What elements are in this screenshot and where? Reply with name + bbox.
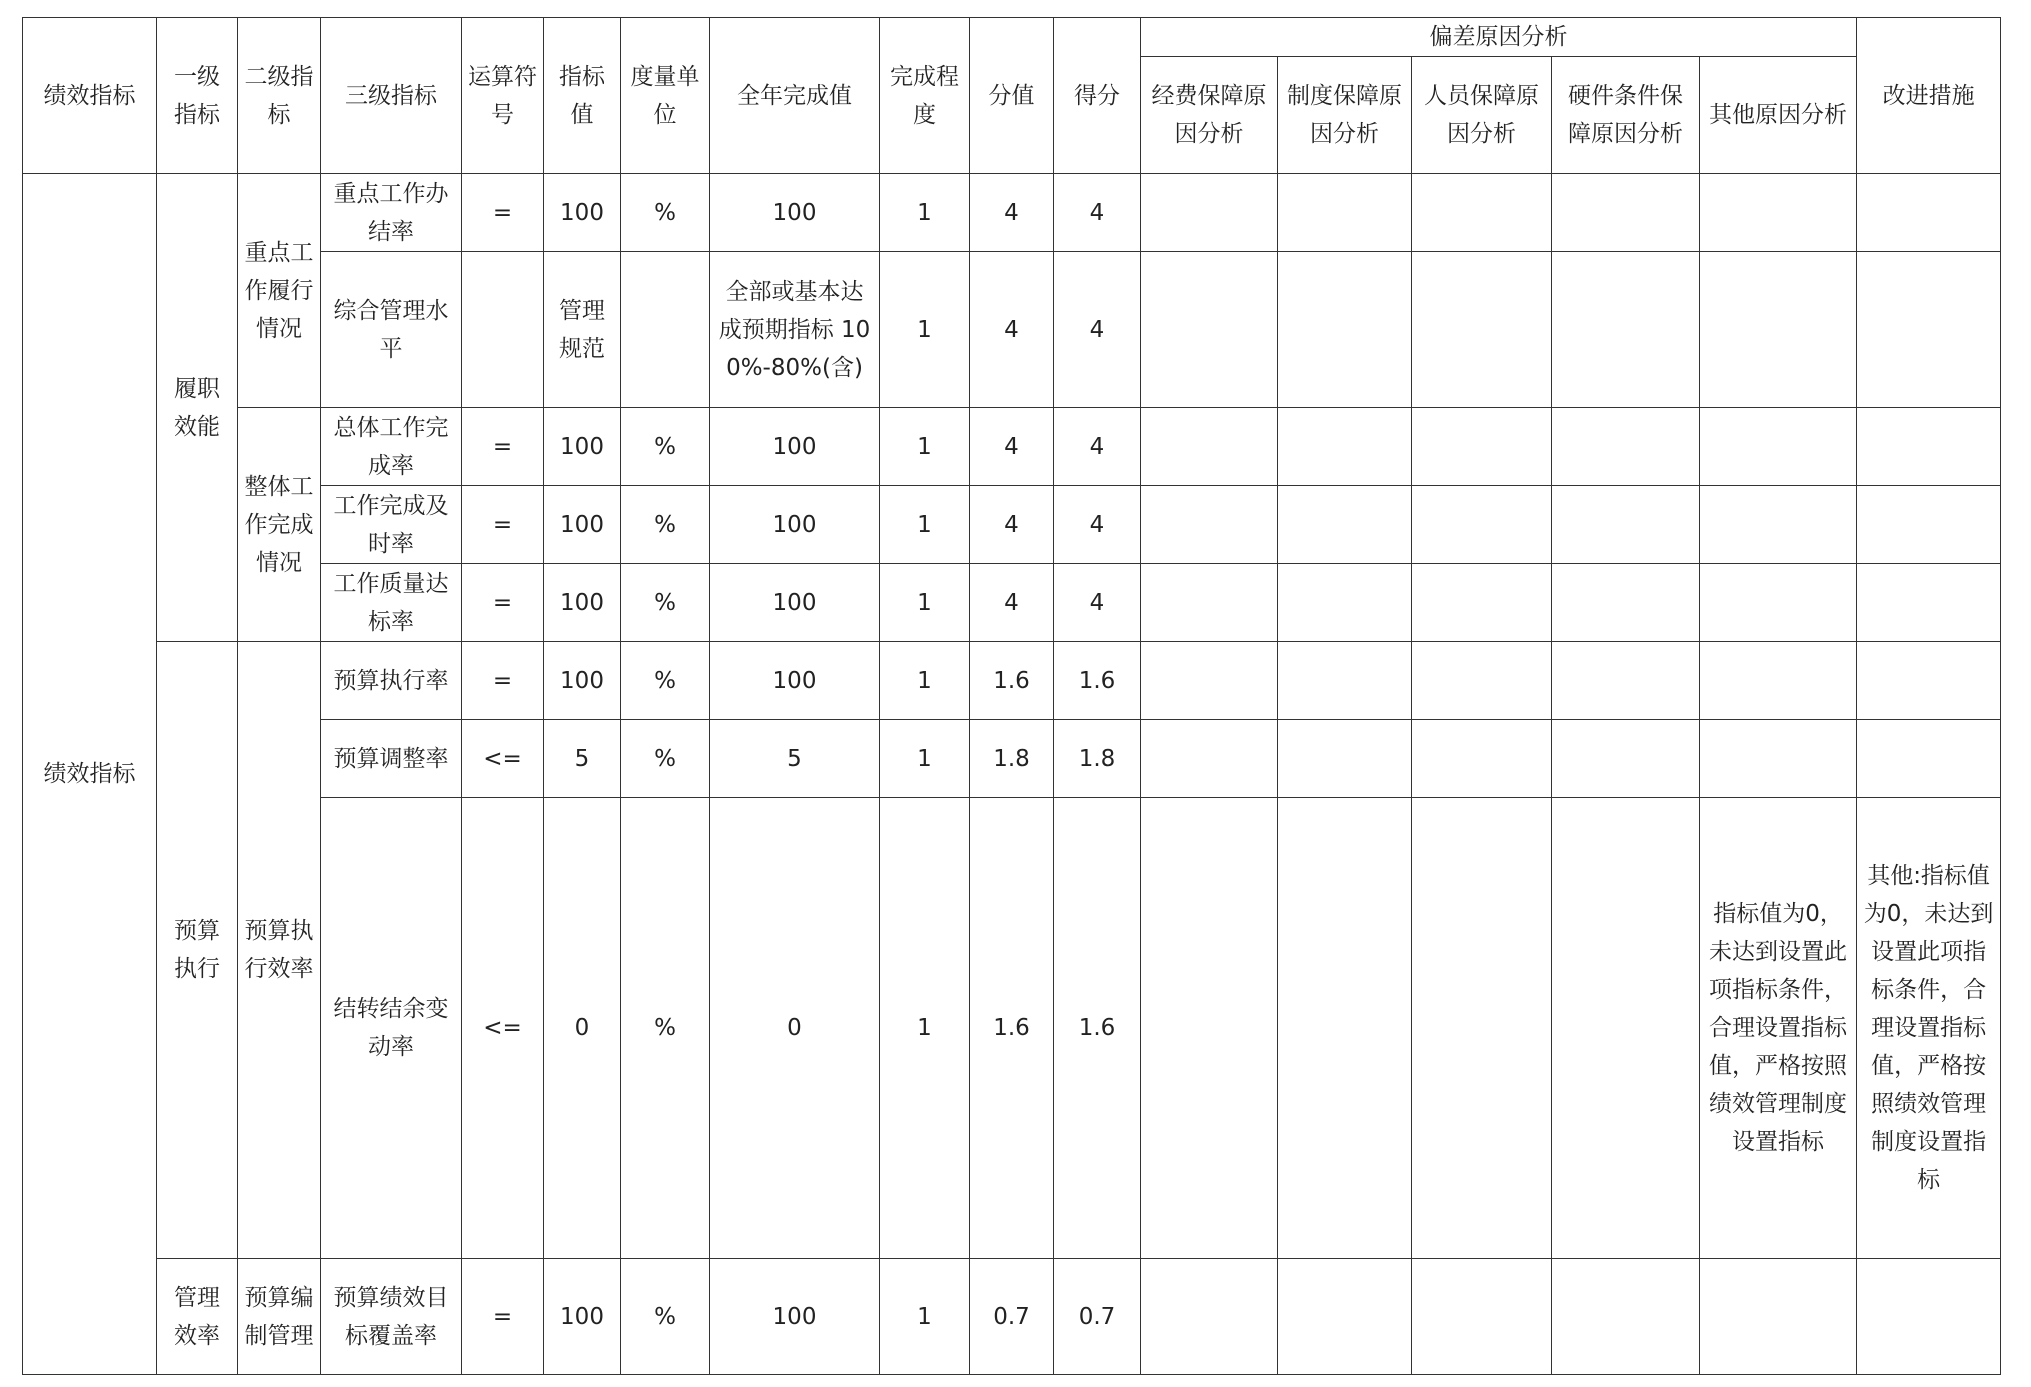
- operator-cell: =: [462, 564, 544, 642]
- unit-cell: %: [621, 720, 710, 798]
- perf-indicator-cell: 绩效指标: [23, 174, 157, 1375]
- value-cell: 100: [544, 408, 621, 486]
- unit-cell: %: [621, 798, 710, 1259]
- score-cell: 1.8: [970, 720, 1054, 798]
- dev-personnel-cell: [1412, 252, 1552, 408]
- header-level2: 二级指标: [238, 18, 321, 174]
- dev-system-cell: [1278, 798, 1412, 1259]
- value-cell: 5: [544, 720, 621, 798]
- unit-cell: [621, 252, 710, 408]
- dev-system-cell: [1278, 564, 1412, 642]
- score-cell: 0.7: [970, 1259, 1054, 1375]
- score-cell: 1.6: [970, 642, 1054, 720]
- unit-cell: %: [621, 1259, 710, 1375]
- unit-cell: %: [621, 174, 710, 252]
- header-score-obtained: 得分: [1054, 18, 1141, 174]
- header-dev-system: 制度保障原因分析: [1278, 57, 1412, 174]
- table-row: [23, 408, 2001, 486]
- got-cell: 1.6: [1054, 642, 1141, 720]
- dev-personnel-cell: [1412, 642, 1552, 720]
- level3-cell: 预算调整率: [321, 720, 462, 798]
- dev-hardware-cell: [1552, 174, 1700, 252]
- got-cell: 1.6: [1054, 798, 1141, 1259]
- completion-cell: 1: [880, 486, 970, 564]
- header-dev-hardware: 硬件条件保障原因分析: [1552, 57, 1700, 174]
- improve-cell: 其他:指标值为0，未达到设置此项指标条件，合理设置指标值，严格按照绩效管理制度设置指标: [1857, 798, 2001, 1259]
- header-dev-other: 其他原因分析: [1700, 57, 1857, 174]
- level3-cell: 工作质量达标率: [321, 564, 462, 642]
- level2-cell: 预算执行效率: [238, 642, 321, 1259]
- level3-cell: 重点工作办结率: [321, 174, 462, 252]
- dev-other-cell: [1700, 564, 1857, 642]
- operator-cell: =: [462, 1259, 544, 1375]
- level3-cell: 工作完成及时率: [321, 486, 462, 564]
- dev-system-cell: [1278, 408, 1412, 486]
- improve-cell: [1857, 408, 2001, 486]
- dev-hardware-cell: [1552, 408, 1700, 486]
- dev-funding-cell: [1141, 408, 1278, 486]
- score-cell: 4: [970, 486, 1054, 564]
- dev-personnel-cell: [1412, 564, 1552, 642]
- dev-funding-cell: [1141, 1259, 1278, 1375]
- got-cell: 4: [1054, 564, 1141, 642]
- header-unit: 度量单位: [621, 18, 710, 174]
- dev-system-cell: [1278, 1259, 1412, 1375]
- dev-system-cell: [1278, 642, 1412, 720]
- level3-cell: 预算绩效目标覆盖率: [321, 1259, 462, 1375]
- improve-cell: [1857, 564, 2001, 642]
- annual-cell: 0: [710, 798, 880, 1259]
- dev-other-cell: [1700, 1259, 1857, 1375]
- dev-hardware-cell: [1552, 486, 1700, 564]
- dev-funding-cell: [1141, 564, 1278, 642]
- annual-cell: 100: [710, 174, 880, 252]
- header-level3: 三级指标: [321, 18, 462, 174]
- unit-cell: %: [621, 642, 710, 720]
- performance-table: [22, 17, 2001, 1375]
- operator-cell: [462, 252, 544, 408]
- got-cell: 0.7: [1054, 1259, 1141, 1375]
- header-completion-degree: 完成程度: [880, 18, 970, 174]
- dev-hardware-cell: [1552, 564, 1700, 642]
- level2-cell: 重点工作履行情况: [238, 174, 321, 408]
- header-target-value: 指标值: [544, 18, 621, 174]
- dev-other-cell: [1700, 720, 1857, 798]
- improve-cell: [1857, 174, 2001, 252]
- dev-personnel-cell: [1412, 174, 1552, 252]
- dev-other-cell: [1700, 174, 1857, 252]
- value-cell: 100: [544, 174, 621, 252]
- operator-cell: <=: [462, 798, 544, 1259]
- dev-personnel-cell: [1412, 1259, 1552, 1375]
- level3-cell: 总体工作完成率: [321, 408, 462, 486]
- improve-cell: [1857, 486, 2001, 564]
- annual-cell: 全部或基本达成预期指标 100%-80%(含): [710, 252, 880, 408]
- level3-cell: 综合管理水平: [321, 252, 462, 408]
- completion-cell: 1: [880, 564, 970, 642]
- dev-hardware-cell: [1552, 642, 1700, 720]
- score-cell: 4: [970, 252, 1054, 408]
- operator-cell: =: [462, 174, 544, 252]
- completion-cell: 1: [880, 798, 970, 1259]
- got-cell: 1.8: [1054, 720, 1141, 798]
- improve-cell: [1857, 1259, 2001, 1375]
- improve-cell: [1857, 720, 2001, 798]
- dev-other-cell: [1700, 408, 1857, 486]
- annual-cell: 5: [710, 720, 880, 798]
- got-cell: 4: [1054, 174, 1141, 252]
- level1-cell: 预算执行: [157, 642, 238, 1259]
- performance-sheet: [22, 17, 2001, 1375]
- annual-cell: 100: [710, 564, 880, 642]
- dev-system-cell: [1278, 720, 1412, 798]
- dev-personnel-cell: [1412, 408, 1552, 486]
- unit-cell: %: [621, 486, 710, 564]
- header-improvement: 改进措施: [1857, 18, 2001, 174]
- annual-cell: 100: [710, 408, 880, 486]
- got-cell: 4: [1054, 252, 1141, 408]
- dev-hardware-cell: [1552, 1259, 1700, 1375]
- level1-cell: 履职效能: [157, 174, 238, 642]
- dev-system-cell: [1278, 252, 1412, 408]
- dev-system-cell: [1278, 174, 1412, 252]
- operator-cell: =: [462, 408, 544, 486]
- dev-funding-cell: [1141, 486, 1278, 564]
- operator-cell: =: [462, 642, 544, 720]
- level1-cell: 管理效率: [157, 1259, 238, 1375]
- dev-other-cell: [1700, 642, 1857, 720]
- score-cell: 4: [970, 174, 1054, 252]
- dev-other-cell: 指标值为0，未达到设置此项指标条件，合理设置指标值，严格按照绩效管理制度设置指标: [1700, 798, 1857, 1259]
- completion-cell: 1: [880, 642, 970, 720]
- operator-cell: <=: [462, 720, 544, 798]
- dev-hardware-cell: [1552, 252, 1700, 408]
- completion-cell: 1: [880, 174, 970, 252]
- operator-cell: =: [462, 486, 544, 564]
- dev-other-cell: [1700, 486, 1857, 564]
- value-cell: 100: [544, 564, 621, 642]
- level3-cell: 结转结余变动率: [321, 798, 462, 1259]
- header-annual-value: 全年完成值: [710, 18, 880, 174]
- dev-funding-cell: [1141, 798, 1278, 1259]
- annual-cell: 100: [710, 486, 880, 564]
- score-cell: 4: [970, 564, 1054, 642]
- dev-system-cell: [1278, 486, 1412, 564]
- unit-cell: %: [621, 408, 710, 486]
- value-cell: 管理规范: [544, 252, 621, 408]
- level2-cell: 整体工作完成情况: [238, 408, 321, 642]
- score-cell: 1.6: [970, 798, 1054, 1259]
- header-row-1: [23, 18, 2001, 57]
- header-deviation-analysis: 偏差原因分析: [1141, 18, 1857, 57]
- score-cell: 4: [970, 408, 1054, 486]
- dev-other-cell: [1700, 252, 1857, 408]
- improve-cell: [1857, 642, 2001, 720]
- dev-funding-cell: [1141, 252, 1278, 408]
- unit-cell: %: [621, 564, 710, 642]
- table-row: [23, 174, 2001, 252]
- dev-personnel-cell: [1412, 798, 1552, 1259]
- header-level1: 一级指标: [157, 18, 238, 174]
- completion-cell: 1: [880, 1259, 970, 1375]
- header-dev-personnel: 人员保障原因分析: [1412, 57, 1552, 174]
- header-score-value: 分值: [970, 18, 1054, 174]
- value-cell: 100: [544, 1259, 621, 1375]
- dev-funding-cell: [1141, 720, 1278, 798]
- value-cell: 100: [544, 642, 621, 720]
- level2-cell: 预算编制管理: [238, 1259, 321, 1375]
- header-operator: 运算符号: [462, 18, 544, 174]
- header-dev-funding: 经费保障原因分析: [1141, 57, 1278, 174]
- completion-cell: 1: [880, 408, 970, 486]
- dev-personnel-cell: [1412, 720, 1552, 798]
- dev-hardware-cell: [1552, 720, 1700, 798]
- header-perf-indicator: 绩效指标: [23, 18, 157, 174]
- improve-cell: [1857, 252, 2001, 408]
- level3-cell: 预算执行率: [321, 642, 462, 720]
- completion-cell: 1: [880, 720, 970, 798]
- dev-hardware-cell: [1552, 798, 1700, 1259]
- completion-cell: 1: [880, 252, 970, 408]
- dev-funding-cell: [1141, 174, 1278, 252]
- dev-funding-cell: [1141, 642, 1278, 720]
- got-cell: 4: [1054, 408, 1141, 486]
- table-row: [23, 642, 2001, 720]
- dev-personnel-cell: [1412, 486, 1552, 564]
- table-row: [23, 1259, 2001, 1375]
- value-cell: 100: [544, 486, 621, 564]
- got-cell: 4: [1054, 486, 1141, 564]
- annual-cell: 100: [710, 1259, 880, 1375]
- value-cell: 0: [544, 798, 621, 1259]
- annual-cell: 100: [710, 642, 880, 720]
